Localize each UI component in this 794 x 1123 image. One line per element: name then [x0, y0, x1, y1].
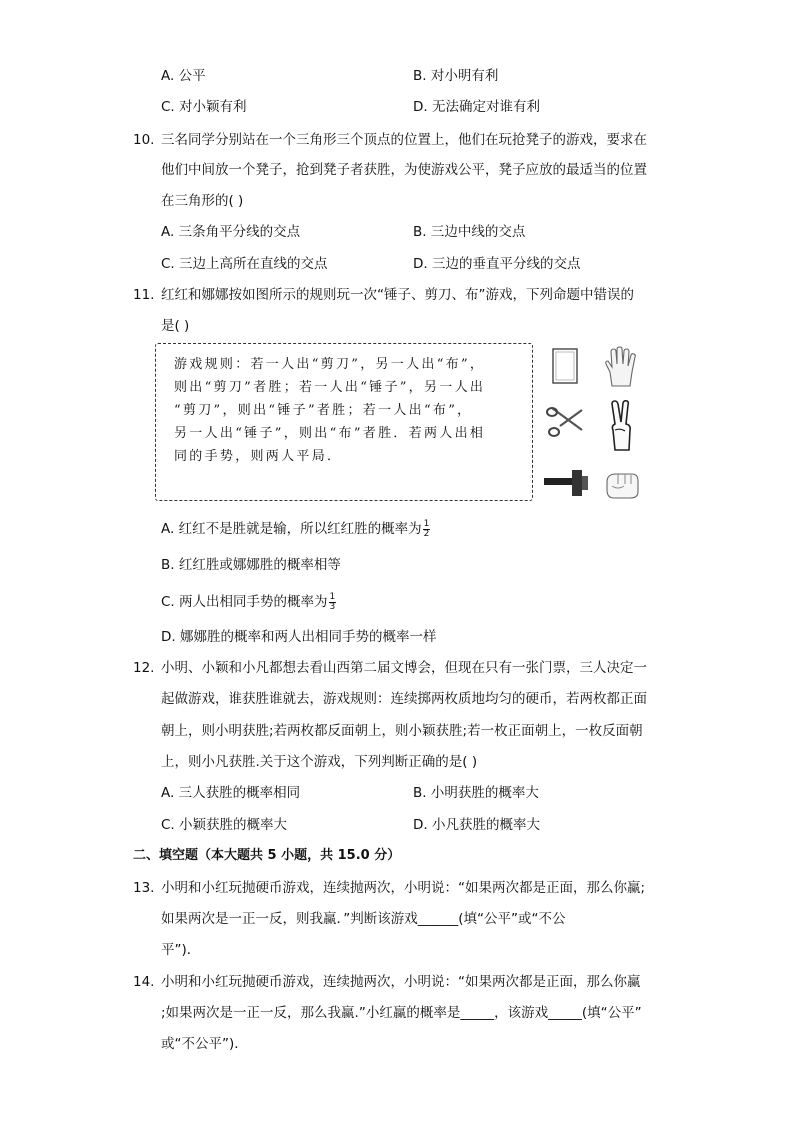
v-sign-hand-icon	[606, 400, 636, 452]
q10-option-d: D. 三边的垂直平分线的交点	[413, 256, 581, 272]
fraction-denominator: 2	[423, 528, 430, 539]
q12-stem-line: 起做游戏，谁获胜谁就去，游戏规则：连续掷两枚质地均匀的硬币，若两枚都正面	[161, 691, 647, 707]
open-hand-icon	[604, 346, 638, 388]
fraction-numerator: 1	[329, 591, 336, 602]
q9-option-c: C. 对小颖有利	[161, 99, 247, 115]
fist-icon	[604, 470, 640, 502]
q11-option-b: B. 红红胜或娜娜胜的概率相等	[161, 557, 341, 573]
scissors-icon	[546, 404, 586, 438]
q12-option-d: D. 小凡获胜的概率大	[413, 817, 540, 833]
hammer-icon	[542, 468, 590, 502]
q11-option-c	[161, 592, 336, 612]
q11-option-a	[161, 519, 430, 539]
q10-option-b: B. 三边中线的交点	[413, 224, 526, 240]
q11-stem-line: 是( )	[161, 318, 190, 334]
fraction	[423, 520, 431, 539]
section-heading: 二、填空题（本大题共 5 小题，共 15.0 分）	[133, 848, 401, 863]
q14-stem-line: 或“不公平”)．	[161, 1036, 248, 1052]
q10-option-a: A. 三条角平分线的交点	[161, 224, 301, 240]
q12-option-a: A. 三人获胜的概率相同	[161, 785, 301, 801]
rule-line: 另一人出“锤子”，则出“布”者胜．若两人出相	[174, 426, 486, 441]
q14-number: 14.	[133, 974, 155, 990]
q13-stem-line: 小明和小红玩抛硬币游戏，连续抛两次，小明说：“如果两次都是正面，那么你赢;	[161, 880, 646, 896]
q12-option-b: B. 小明获胜的概率大	[413, 785, 539, 801]
q9-option-d: D. 无法确定对谁有利	[413, 99, 540, 115]
fraction-denominator: 3	[329, 601, 336, 612]
q11-option-d: D. 娜娜胜的概率和两人出相同手势的概率一样	[161, 629, 437, 645]
q12-stem-line: 上，则小凡获胜.关于这个游戏，下列判断正确的是( )	[161, 754, 478, 770]
q11-number: 11.	[133, 287, 155, 303]
q11-option-c-text: C. 两人出相同手势的概率为	[161, 594, 328, 610]
q13-number: 13.	[133, 880, 155, 896]
paper-icon	[550, 346, 580, 386]
fraction	[329, 593, 337, 612]
q9-option-a: A. 公平	[161, 68, 206, 84]
q10-stem-line: 在三角形的( )	[161, 193, 244, 209]
q9-option-b: B. 对小明有利	[413, 68, 499, 84]
q12-stem-line: 小明、小颖和小凡都想去看山西第二届文博会，但现在只有一张门票，三人决定一	[161, 660, 647, 676]
q13-stem-line: 平”)．	[161, 942, 201, 958]
q12-option-c: C. 小颖获胜的概率大	[161, 817, 288, 833]
q10-option-c: C. 三边上高所在直线的交点	[161, 256, 328, 272]
q10-stem-line: 他们中间放一个凳子，抢到凳子者获胜，为使游戏公平，凳子应放的最适当的位置	[161, 162, 647, 178]
q10-stem-line: 三名同学分别站在一个三角形三个顶点的位置上，他们在玩抢凳子的游戏，要求在	[161, 132, 647, 148]
rule-line: 则出“剪刀”者胜；若一人出“锤子”，另一人出	[174, 380, 486, 395]
fraction-numerator: 1	[423, 518, 430, 529]
q14-stem-line: 小明和小红玩抛硬币游戏，连续抛两次，小明说：“如果两次都是正面，那么你赢	[161, 974, 641, 990]
q10-number: 10.	[133, 132, 155, 148]
q11-option-a-text: A. 红红不是胜就是输，所以红红胜的概率为	[161, 521, 422, 537]
q14-stem-line: ;如果两次是一正一反，那么我赢.”小红赢的概率是_____，该游戏_____(填“公平”	[161, 1005, 642, 1021]
q12-number: 12.	[133, 660, 155, 676]
q11-stem-line: 红红和娜娜按如图所示的规则玩一次“锤子、剪刀、布”游戏，下列命题中错误的	[161, 287, 634, 303]
game-rules-box	[155, 343, 533, 501]
q12-stem-line: 朝上，则小明获胜;若两枚都反面朝上，则小颖获胜;若一枚正面朝上，一枚反面朝	[161, 723, 643, 739]
rule-line: 同的手势，则两人平局．	[174, 449, 343, 464]
rule-line: 游戏规则：若一人出“剪刀”，另一人出“布”，	[174, 357, 486, 372]
q13-stem-line: 如果两次是一正一反，则我赢．”判断该游戏______(填“公平”或“不公	[161, 911, 566, 927]
rule-line: “剪刀”，则出“锤子”者胜；若一人出“布”，	[174, 403, 473, 418]
